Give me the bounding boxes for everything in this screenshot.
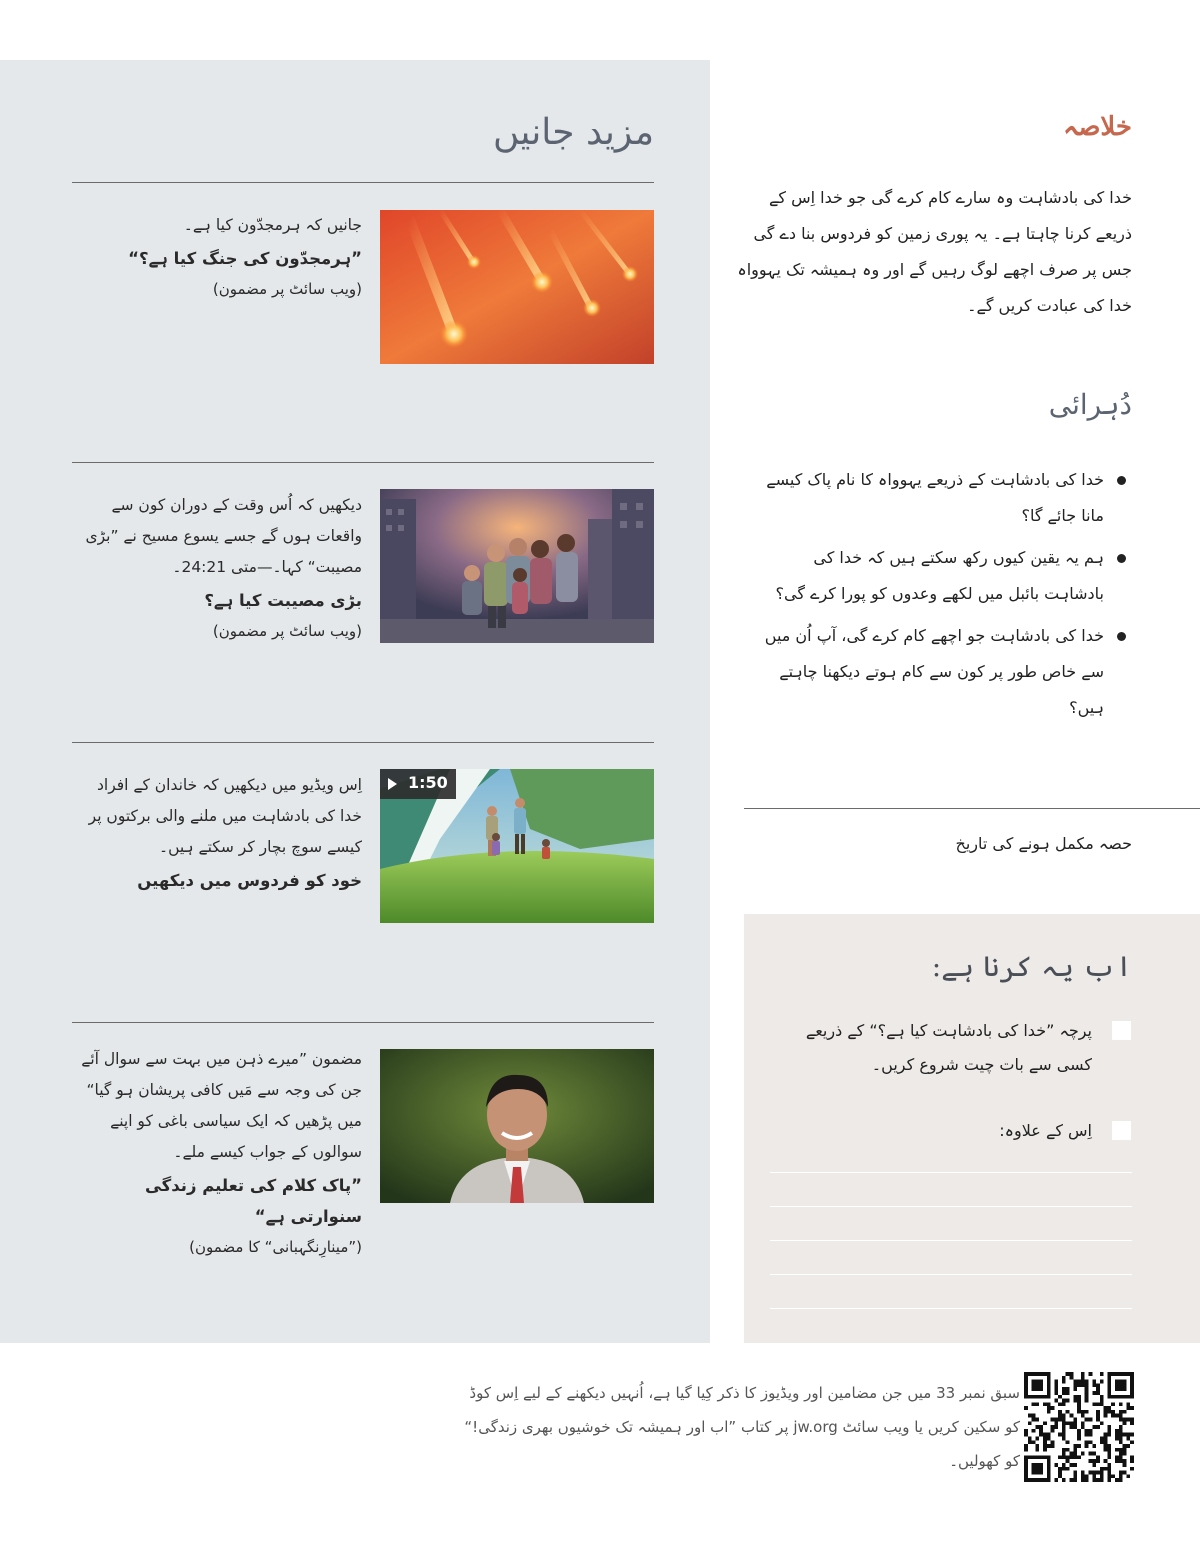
summary-text: خدا کی بادشاہت وہ سارے کام کرے گی جو خدا اِس کے ذریعے کرنا چاہتا ہے۔ یہ پوری زمین کو فردوس بنا دے گی جس پر صرف اچھے لوگ رہیں گے اور وہ ہمیشہ تک یہوواہ خدا کی عبادت کریں گے۔ <box>737 188 1132 315</box>
family-disaster-image[interactable] <box>380 489 654 643</box>
qr-code-icon[interactable] <box>1024 1372 1134 1482</box>
review-heading: دُہرائی <box>1048 388 1132 421</box>
entry-divider <box>72 182 654 183</box>
meteor-image[interactable] <box>380 210 654 364</box>
entry-title-link[interactable]: ”ہرمجدّون کی جنگ کیا ہے؟“ <box>128 249 362 268</box>
entry-title-link[interactable]: ”پاک کلام کی تعلیم زندگی سنوارتی ہے“ <box>144 1176 362 1226</box>
write-line[interactable] <box>770 1172 1132 1173</box>
completion-divider <box>744 808 1200 809</box>
summary-heading: خلاصہ <box>1063 112 1132 142</box>
entry-source: (”مینارِنگہبانی“ کا مضمون) <box>189 1238 362 1256</box>
write-line[interactable] <box>770 1240 1132 1241</box>
todo-checkbox[interactable] <box>1112 1021 1131 1040</box>
todo-item-text: پرچہ ”خدا کی بادشاہت کیا ہے؟“ کے ذریعے کسی سے بات چیت شروع کریں۔ <box>805 1021 1092 1074</box>
entry-description: اِس ویڈیو میں دیکھیں کہ خاندان کے افراد خدا کی بادشاہت میں ملنے والی برکتوں پر کیسے سوچ بچار کر سکتے ہیں۔ <box>88 776 362 856</box>
entry-source: (ویب سائٹ پر مضمون) <box>212 280 362 298</box>
review-question: ہم یہ یقین کیوں رکھ سکتے ہیں کہ خدا کی بادشاہت بائبل میں لکھے وعدوں کو پورا کرے گی؟ <box>752 540 1132 612</box>
learn-more-heading: مزید جانیں <box>492 112 654 153</box>
entry-3-text <box>72 770 362 896</box>
man-portrait-image[interactable] <box>380 1049 654 1203</box>
todo-checkbox[interactable] <box>1112 1121 1131 1140</box>
entry-description: دیکھیں کہ اُس وقت کے دوران کون سے واقعات ہوں گے جسے یسوع مسیح نے ”بڑی مصیبت“ کہا۔—متی 24:21۔ <box>85 496 362 576</box>
write-line[interactable] <box>770 1308 1132 1309</box>
entry-divider <box>72 742 654 743</box>
write-line[interactable] <box>770 1206 1132 1207</box>
entry-title-link[interactable]: خود کو فردوس میں دیکھیں <box>137 871 362 890</box>
paradise-family-image[interactable] <box>380 769 654 923</box>
entry-4-text <box>72 1044 362 1263</box>
video-duration: 1:50 <box>408 773 448 792</box>
entry-description: جانیں کہ ہرمجدّون کیا ہے۔ <box>183 216 362 234</box>
entry-1-text <box>72 210 362 305</box>
todo-item-text: اِس کے علاوہ: <box>999 1121 1092 1140</box>
entry-title-link[interactable]: بڑی مصیبت کیا ہے؟ <box>204 591 362 610</box>
entry-2-text <box>72 490 362 647</box>
todo-heading: اب یہ کرنا ہے: <box>931 950 1132 983</box>
entry-divider <box>72 1022 654 1023</box>
review-question: خدا کی بادشاہت کے ذریعے یہوواہ کا نام پاک کیسے مانا جائے گا؟ <box>752 462 1132 534</box>
review-list <box>752 462 1132 732</box>
completion-date-label: حصہ مکمل ہونے کی تاریخ <box>955 834 1132 853</box>
entry-description: مضمون ”میرے ذہن میں بہت سے سوال آئے جن کی وجہ سے مَیں کافی پریشان ہو گیا“ میں پڑھیں کہ ایک سیاسی باغی کو اپنے سوالوں کے جواب کیسے ملے۔ <box>81 1050 362 1161</box>
entry-divider <box>72 462 654 463</box>
footer-note: سبق نمبر 33 میں جن مضامین اور ویڈیوز کا ذکر کِیا گیا ہے، اُنہیں دیکھنے کے لیے اِس کوڈ کو سکین کریں یا ویب سائٹ jw.org پر کتاب ”اب اور ہمیشہ تک خوشیوں بھری زندگی!“ کو کھولیں۔ <box>464 1384 1020 1470</box>
write-line[interactable] <box>770 1274 1132 1275</box>
review-question: خدا کی بادشاہت جو اچھے کام کرے گی، آپ اُن میں سے خاص طور پر کون سے کام ہوتے دیکھنا چاہتے ہیں؟ <box>752 618 1132 726</box>
entry-source: (ویب سائٹ پر مضمون) <box>212 622 362 640</box>
